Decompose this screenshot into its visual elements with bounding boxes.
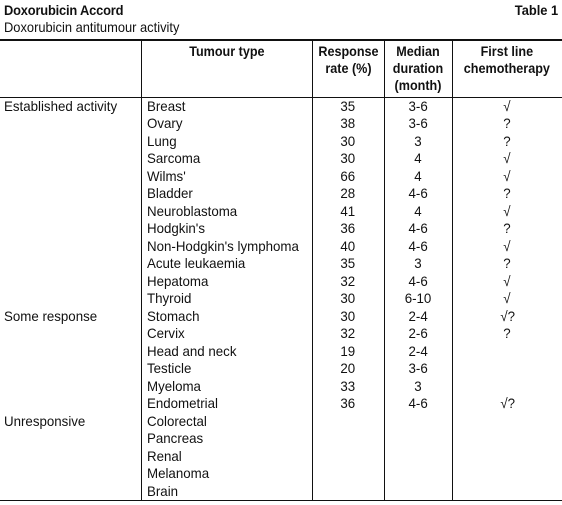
row-category-cell bbox=[0, 360, 141, 378]
row-tumour-type-cell-text: Neuroblastoma bbox=[146, 202, 237, 219]
header-response-rate-line1: Response bbox=[317, 43, 379, 59]
row-category-cell bbox=[0, 203, 141, 221]
row-tumour-type-cell bbox=[141, 395, 312, 413]
table-row bbox=[0, 255, 562, 273]
table-row bbox=[0, 395, 562, 413]
row-category-cell bbox=[0, 238, 141, 256]
row-tumour-type-cell-text: Non-Hodgkin's lymphoma bbox=[146, 237, 299, 254]
row-category-cell bbox=[0, 448, 141, 466]
row-response-rate-cell bbox=[312, 168, 384, 186]
row-category-cell bbox=[0, 378, 141, 396]
title-row bbox=[4, 2, 558, 20]
row-first-line-cell-text: ? bbox=[503, 220, 511, 236]
row-median-duration-cell-text: 4-6 bbox=[408, 395, 428, 411]
row-tumour-type-cell-text: Pancreas bbox=[146, 430, 203, 446]
table-row bbox=[0, 413, 562, 431]
row-first-line-cell-text: √ bbox=[503, 98, 511, 114]
row-category-cell-text: Unresponsive bbox=[4, 412, 86, 429]
row-tumour-type-cell-text: Wilms' bbox=[146, 167, 186, 184]
table-header-row bbox=[0, 40, 562, 98]
row-median-duration-cell bbox=[384, 395, 452, 413]
row-tumour-type-cell bbox=[141, 150, 312, 168]
row-median-duration-cell bbox=[384, 360, 452, 378]
row-median-duration-cell bbox=[384, 98, 452, 116]
row-first-line-cell bbox=[452, 395, 562, 413]
header-tumour-type bbox=[141, 40, 312, 98]
row-first-line-cell bbox=[452, 185, 562, 203]
row-category-cell-text: Established activity bbox=[4, 98, 118, 114]
row-tumour-type-cell bbox=[141, 203, 312, 221]
row-first-line-cell-text: √ bbox=[503, 150, 511, 166]
table-label: Table 1 bbox=[514, 2, 558, 18]
row-response-rate-cell-text: 35 bbox=[340, 98, 356, 114]
row-first-line-cell-text: ? bbox=[503, 115, 511, 131]
row-tumour-type-cell bbox=[141, 98, 312, 116]
row-response-rate-cell bbox=[312, 220, 384, 238]
antitumour-activity-table bbox=[0, 39, 562, 501]
row-tumour-type-cell bbox=[141, 325, 312, 343]
row-first-line-cell-text: ? bbox=[503, 325, 511, 341]
row-response-rate-cell bbox=[312, 448, 384, 466]
row-median-duration-cell bbox=[384, 255, 452, 273]
header-tumour-type-line: Tumour type bbox=[188, 43, 265, 59]
row-category-cell bbox=[0, 255, 141, 273]
row-response-rate-cell-text: 32 bbox=[340, 325, 356, 341]
row-response-rate-cell-text: 30 bbox=[340, 290, 356, 306]
row-response-rate-cell bbox=[312, 133, 384, 151]
table-row bbox=[0, 343, 562, 361]
row-tumour-type-cell-text: Endometrial bbox=[146, 395, 218, 411]
header-median-duration bbox=[384, 40, 452, 98]
row-tumour-type-cell-text: Acute leukaemia bbox=[146, 255, 245, 271]
row-first-line-cell-text: ? bbox=[503, 255, 511, 271]
row-response-rate-cell-text: 20 bbox=[340, 360, 356, 376]
row-response-rate-cell bbox=[312, 413, 384, 431]
row-first-line-cell bbox=[452, 203, 562, 221]
row-response-rate-cell-text: 36 bbox=[340, 395, 356, 411]
row-response-rate-cell-text: 36 bbox=[340, 220, 356, 236]
row-tumour-type-cell bbox=[141, 465, 312, 483]
row-median-duration-cell bbox=[384, 203, 452, 221]
row-response-rate-cell bbox=[312, 98, 384, 116]
row-tumour-type-cell-text: Melanoma bbox=[146, 465, 209, 481]
row-response-rate-cell bbox=[312, 255, 384, 273]
row-tumour-type-cell-text: Bladder bbox=[146, 185, 193, 201]
row-median-duration-cell bbox=[384, 325, 452, 343]
header-category bbox=[0, 40, 141, 98]
header-first-line-line2: chemotherapy bbox=[464, 60, 551, 76]
row-response-rate-cell bbox=[312, 273, 384, 291]
row-first-line-cell bbox=[452, 430, 562, 448]
row-median-duration-cell bbox=[384, 448, 452, 466]
row-first-line-cell-text: √ bbox=[503, 202, 511, 219]
table-row bbox=[0, 430, 562, 448]
row-median-duration-cell bbox=[384, 168, 452, 186]
row-tumour-type-cell bbox=[141, 308, 312, 326]
table-row bbox=[0, 98, 562, 116]
row-first-line-cell bbox=[452, 98, 562, 116]
row-tumour-type-cell bbox=[141, 273, 312, 291]
row-median-duration-cell bbox=[384, 273, 452, 291]
row-tumour-type-cell-text: Brain bbox=[146, 482, 178, 499]
row-median-duration-cell-text: 2-4 bbox=[408, 342, 428, 359]
row-response-rate-cell-text: 35 bbox=[340, 255, 356, 271]
row-category-cell bbox=[0, 465, 141, 483]
row-response-rate-cell bbox=[312, 203, 384, 221]
row-first-line-cell-text: √ bbox=[503, 237, 511, 254]
row-response-rate-cell-text: 28 bbox=[340, 185, 356, 201]
row-median-duration-cell-text: 4 bbox=[414, 202, 422, 219]
row-response-rate-cell bbox=[312, 378, 384, 396]
row-first-line-cell bbox=[452, 168, 562, 186]
row-response-rate-cell-text: 30 bbox=[340, 150, 356, 166]
table-row bbox=[0, 290, 562, 308]
row-response-rate-cell bbox=[312, 343, 384, 361]
row-tumour-type-cell-text: Stomach bbox=[146, 307, 199, 324]
row-tumour-type-cell-text: Myeloma bbox=[146, 377, 201, 394]
table-row bbox=[0, 115, 562, 133]
row-tumour-type-cell-text: Colorectal bbox=[146, 412, 207, 429]
row-response-rate-cell-text: 32 bbox=[340, 272, 356, 289]
row-median-duration-cell bbox=[384, 413, 452, 431]
header-response-rate bbox=[312, 40, 384, 98]
row-response-rate-cell-text: 66 bbox=[340, 167, 356, 184]
row-category-cell bbox=[0, 168, 141, 186]
row-first-line-cell-text: √ bbox=[503, 290, 511, 306]
row-response-rate-cell bbox=[312, 483, 384, 501]
row-median-duration-cell bbox=[384, 290, 452, 308]
row-median-duration-cell bbox=[384, 483, 452, 501]
row-tumour-type-cell bbox=[141, 133, 312, 151]
row-tumour-type-cell bbox=[141, 378, 312, 396]
row-tumour-type-cell bbox=[141, 448, 312, 466]
row-median-duration-cell-text: 3-6 bbox=[408, 360, 428, 376]
row-category-cell bbox=[0, 308, 141, 326]
row-first-line-cell bbox=[452, 343, 562, 361]
row-first-line-cell-text: √ bbox=[503, 272, 511, 289]
row-tumour-type-cell-text: Hodgkin's bbox=[146, 220, 205, 236]
row-median-duration-cell bbox=[384, 238, 452, 256]
row-first-line-cell bbox=[452, 378, 562, 396]
row-tumour-type-cell bbox=[141, 343, 312, 361]
row-median-duration-cell-text: 4-6 bbox=[408, 220, 428, 236]
row-median-duration-cell bbox=[384, 220, 452, 238]
row-first-line-cell bbox=[452, 238, 562, 256]
row-response-rate-cell bbox=[312, 325, 384, 343]
row-response-rate-cell-text: 30 bbox=[340, 132, 356, 149]
row-median-duration-cell bbox=[384, 308, 452, 326]
table-row bbox=[0, 378, 562, 396]
table-row bbox=[0, 168, 562, 186]
table-row bbox=[0, 360, 562, 378]
table-row bbox=[0, 448, 562, 466]
row-tumour-type-cell-text: Cervix bbox=[146, 325, 185, 341]
row-tumour-type-cell bbox=[141, 238, 312, 256]
table-row bbox=[0, 133, 562, 151]
row-median-duration-cell bbox=[384, 133, 452, 151]
header-first-line bbox=[452, 40, 562, 98]
row-response-rate-cell-text: 38 bbox=[340, 115, 356, 131]
row-category-cell-text: Some response bbox=[4, 307, 98, 324]
row-median-duration-cell-text: 2-4 bbox=[408, 307, 428, 324]
row-response-rate-cell-text: 41 bbox=[340, 202, 356, 219]
row-tumour-type-cell bbox=[141, 430, 312, 448]
table-body bbox=[0, 98, 562, 501]
table-row bbox=[0, 203, 562, 221]
row-tumour-type-cell-text: Lung bbox=[146, 132, 177, 149]
row-median-duration-cell-text: 3-6 bbox=[408, 115, 428, 131]
row-response-rate-cell-text: 19 bbox=[340, 342, 356, 359]
table-row bbox=[0, 150, 562, 168]
header-median-duration-line2: duration bbox=[392, 60, 444, 76]
row-tumour-type-cell-text: Breast bbox=[146, 98, 185, 114]
row-first-line-cell bbox=[452, 325, 562, 343]
row-first-line-cell bbox=[452, 465, 562, 483]
row-first-line-cell bbox=[452, 273, 562, 291]
table-row bbox=[0, 483, 562, 501]
row-tumour-type-cell-text: Sarcoma bbox=[146, 150, 200, 166]
row-median-duration-cell-text: 6-10 bbox=[404, 290, 432, 306]
row-category-cell bbox=[0, 430, 141, 448]
row-response-rate-cell bbox=[312, 290, 384, 308]
row-first-line-cell bbox=[452, 115, 562, 133]
row-response-rate-cell bbox=[312, 150, 384, 168]
row-first-line-cell bbox=[452, 448, 562, 466]
row-first-line-cell bbox=[452, 413, 562, 431]
row-category-cell bbox=[0, 325, 141, 343]
header-median-duration-line3: (month) bbox=[394, 77, 442, 93]
row-first-line-cell bbox=[452, 255, 562, 273]
row-tumour-type-cell bbox=[141, 413, 312, 431]
row-first-line-cell-text: √? bbox=[499, 395, 515, 411]
row-first-line-cell-text: √ bbox=[503, 167, 511, 184]
row-response-rate-cell bbox=[312, 185, 384, 203]
row-category-cell bbox=[0, 343, 141, 361]
row-tumour-type-cell bbox=[141, 360, 312, 378]
table-subtitle: Doxorubicin antitumour activity bbox=[4, 19, 180, 35]
row-tumour-type-cell-text: Renal bbox=[146, 447, 182, 464]
row-first-line-cell bbox=[452, 308, 562, 326]
row-response-rate-cell bbox=[312, 238, 384, 256]
header-median-duration-line1: Median bbox=[396, 43, 440, 59]
row-median-duration-cell-text: 4-6 bbox=[408, 185, 428, 201]
row-first-line-cell bbox=[452, 290, 562, 308]
row-median-duration-cell-text: 4 bbox=[414, 150, 422, 166]
row-tumour-type-cell bbox=[141, 185, 312, 203]
row-first-line-cell bbox=[452, 220, 562, 238]
row-category-cell bbox=[0, 273, 141, 291]
row-median-duration-cell bbox=[384, 378, 452, 396]
table-row bbox=[0, 185, 562, 203]
table-row bbox=[0, 465, 562, 483]
row-tumour-type-cell-text: Thyroid bbox=[146, 290, 191, 306]
row-response-rate-cell-text: 30 bbox=[340, 307, 356, 324]
row-response-rate-cell-text: 33 bbox=[340, 377, 356, 394]
row-response-rate-cell bbox=[312, 465, 384, 483]
row-first-line-cell-text: ? bbox=[503, 185, 511, 201]
row-first-line-cell bbox=[452, 483, 562, 501]
row-category-cell bbox=[0, 413, 141, 431]
row-tumour-type-cell bbox=[141, 115, 312, 133]
row-category-cell bbox=[0, 133, 141, 151]
row-median-duration-cell-text: 2-6 bbox=[408, 325, 428, 341]
row-first-line-cell bbox=[452, 133, 562, 151]
row-response-rate-cell bbox=[312, 395, 384, 413]
row-tumour-type-cell bbox=[141, 220, 312, 238]
row-median-duration-cell bbox=[384, 185, 452, 203]
row-median-duration-cell-text: 3 bbox=[414, 377, 422, 394]
table-row bbox=[0, 308, 562, 326]
row-category-cell bbox=[0, 290, 141, 308]
row-response-rate-cell bbox=[312, 360, 384, 378]
row-category-cell bbox=[0, 98, 141, 116]
table-row bbox=[0, 238, 562, 256]
row-median-duration-cell bbox=[384, 465, 452, 483]
header-first-line-line1: First line bbox=[480, 43, 534, 59]
row-tumour-type-cell bbox=[141, 290, 312, 308]
header-response-rate-line2: rate (%) bbox=[324, 60, 372, 76]
row-tumour-type-cell-text: Head and neck bbox=[146, 342, 236, 359]
row-first-line-cell bbox=[452, 360, 562, 378]
row-category-cell bbox=[0, 483, 141, 501]
table-row bbox=[0, 220, 562, 238]
row-response-rate-cell bbox=[312, 430, 384, 448]
row-category-cell bbox=[0, 115, 141, 133]
row-median-duration-cell-text: 4 bbox=[414, 167, 422, 184]
row-response-rate-cell-text: 40 bbox=[340, 237, 356, 254]
row-category-cell bbox=[0, 220, 141, 238]
row-category-cell bbox=[0, 150, 141, 168]
row-response-rate-cell bbox=[312, 115, 384, 133]
row-response-rate-cell bbox=[312, 308, 384, 326]
row-median-duration-cell-text: 3-6 bbox=[408, 98, 428, 114]
row-median-duration-cell bbox=[384, 150, 452, 168]
row-first-line-cell-text: √? bbox=[499, 307, 515, 324]
document-title: Doxorubicin Accord bbox=[4, 2, 124, 18]
row-category-cell bbox=[0, 185, 141, 203]
row-tumour-type-cell bbox=[141, 168, 312, 186]
row-tumour-type-cell bbox=[141, 483, 312, 501]
row-first-line-cell bbox=[452, 150, 562, 168]
row-median-duration-cell-text: 3 bbox=[414, 255, 422, 271]
table-row bbox=[0, 325, 562, 343]
row-first-line-cell-text: ? bbox=[503, 132, 511, 149]
row-median-duration-cell bbox=[384, 430, 452, 448]
row-median-duration-cell bbox=[384, 343, 452, 361]
row-tumour-type-cell bbox=[141, 255, 312, 273]
row-tumour-type-cell-text: Hepatoma bbox=[146, 272, 208, 289]
row-median-duration-cell-text: 3 bbox=[414, 132, 422, 149]
row-tumour-type-cell-text: Ovary bbox=[146, 115, 182, 131]
row-tumour-type-cell-text: Testicle bbox=[146, 360, 191, 376]
row-median-duration-cell bbox=[384, 115, 452, 133]
row-category-cell bbox=[0, 395, 141, 413]
row-median-duration-cell-text: 4-6 bbox=[408, 272, 428, 289]
table-row bbox=[0, 273, 562, 291]
row-median-duration-cell-text: 4-6 bbox=[408, 237, 428, 254]
